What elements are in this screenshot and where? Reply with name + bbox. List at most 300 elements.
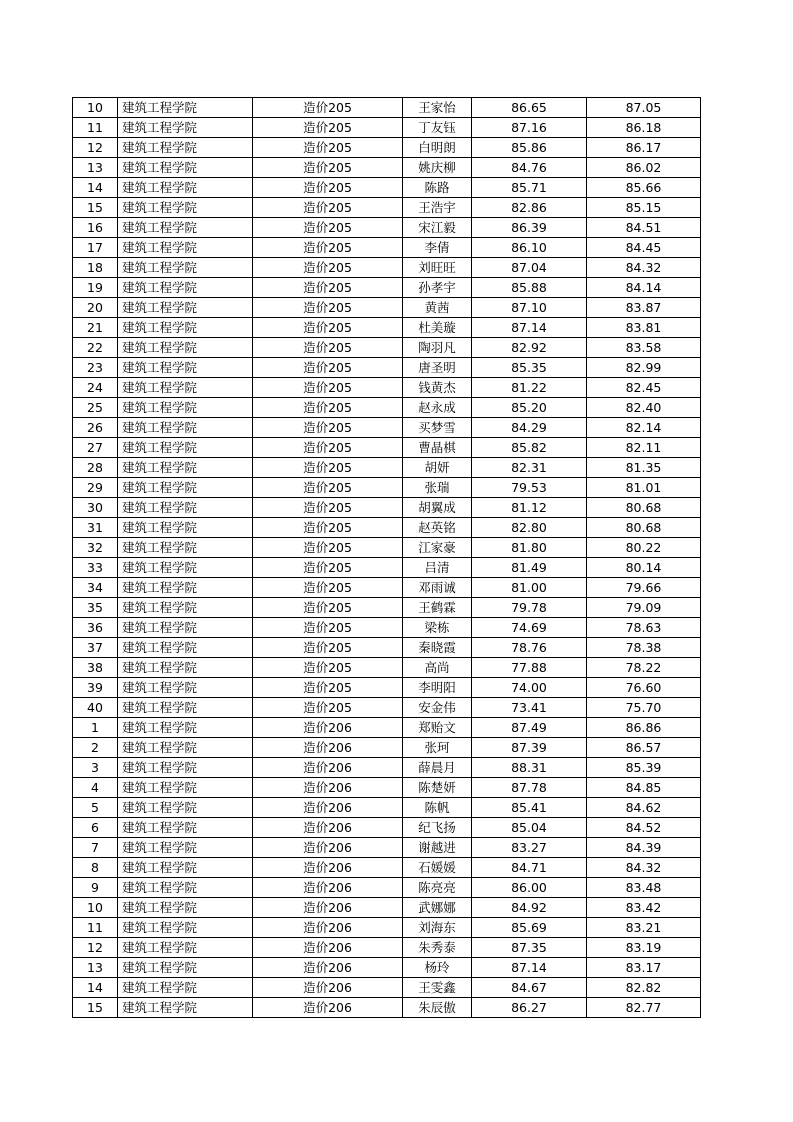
row-index-cell: 13: [73, 958, 118, 978]
class-cell: 造价205: [253, 158, 403, 178]
student-name-cell: 曹晶棋: [403, 438, 472, 458]
college-cell: 建筑工程学院: [118, 438, 253, 458]
table-row: [73, 198, 701, 218]
student-name-cell: 石媛媛: [403, 858, 472, 878]
table-row: [73, 538, 701, 558]
row-index-cell: 20: [73, 298, 118, 318]
row-index-cell: 1: [73, 718, 118, 738]
score-1-cell: 84.67: [472, 978, 587, 998]
score-2-cell: 83.48: [587, 878, 701, 898]
row-index-cell: 17: [73, 238, 118, 258]
table-row: [73, 318, 701, 338]
class-cell: 造价205: [253, 198, 403, 218]
student-name-cell: 王雯鑫: [403, 978, 472, 998]
row-index-cell: 16: [73, 218, 118, 238]
score-1-cell: 85.86: [472, 138, 587, 158]
class-cell: 造价205: [253, 318, 403, 338]
college-cell: 建筑工程学院: [118, 498, 253, 518]
score-1-cell: 87.04: [472, 258, 587, 278]
student-name-cell: 白明朗: [403, 138, 472, 158]
row-index-cell: 36: [73, 618, 118, 638]
table-row: [73, 458, 701, 478]
score-1-cell: 83.27: [472, 838, 587, 858]
college-cell: 建筑工程学院: [118, 638, 253, 658]
score-1-cell: 78.76: [472, 638, 587, 658]
college-cell: 建筑工程学院: [118, 678, 253, 698]
college-cell: 建筑工程学院: [118, 198, 253, 218]
college-cell: 建筑工程学院: [118, 978, 253, 998]
table-row: [73, 218, 701, 238]
row-index-cell: 35: [73, 598, 118, 618]
row-index-cell: 14: [73, 978, 118, 998]
college-cell: 建筑工程学院: [118, 858, 253, 878]
college-cell: 建筑工程学院: [118, 378, 253, 398]
row-index-cell: 13: [73, 158, 118, 178]
score-1-cell: 87.14: [472, 958, 587, 978]
row-index-cell: 26: [73, 418, 118, 438]
row-index-cell: 10: [73, 98, 118, 118]
student-name-cell: 王鹤霖: [403, 598, 472, 618]
score-2-cell: 84.14: [587, 278, 701, 298]
row-index-cell: 32: [73, 538, 118, 558]
table-row: [73, 758, 701, 778]
table-row: [73, 358, 701, 378]
college-cell: 建筑工程学院: [118, 738, 253, 758]
score-1-cell: 82.31: [472, 458, 587, 478]
college-cell: 建筑工程学院: [118, 618, 253, 638]
class-cell: 造价206: [253, 978, 403, 998]
class-cell: 造价206: [253, 798, 403, 818]
class-cell: 造价205: [253, 518, 403, 538]
class-cell: 造价205: [253, 578, 403, 598]
table-row: [73, 478, 701, 498]
college-cell: 建筑工程学院: [118, 338, 253, 358]
score-1-cell: 86.27: [472, 998, 587, 1018]
score-1-cell: 81.00: [472, 578, 587, 598]
college-cell: 建筑工程学院: [118, 458, 253, 478]
score-1-cell: 85.20: [472, 398, 587, 418]
college-cell: 建筑工程学院: [118, 558, 253, 578]
college-cell: 建筑工程学院: [118, 898, 253, 918]
class-cell: 造价205: [253, 338, 403, 358]
score-2-cell: 79.09: [587, 598, 701, 618]
college-cell: 建筑工程学院: [118, 998, 253, 1018]
table-row: [73, 898, 701, 918]
score-2-cell: 85.66: [587, 178, 701, 198]
college-cell: 建筑工程学院: [118, 938, 253, 958]
college-cell: 建筑工程学院: [118, 118, 253, 138]
student-name-cell: 陈亮亮: [403, 878, 472, 898]
row-index-cell: 33: [73, 558, 118, 578]
score-2-cell: 86.02: [587, 158, 701, 178]
college-cell: 建筑工程学院: [118, 778, 253, 798]
class-cell: 造价206: [253, 898, 403, 918]
score-1-cell: 87.39: [472, 738, 587, 758]
score-1-cell: 86.39: [472, 218, 587, 238]
college-cell: 建筑工程学院: [118, 138, 253, 158]
student-name-cell: 杜美璇: [403, 318, 472, 338]
score-1-cell: 82.92: [472, 338, 587, 358]
table-row: [73, 938, 701, 958]
student-name-cell: 宋江毅: [403, 218, 472, 238]
table-row: [73, 978, 701, 998]
score-1-cell: 87.78: [472, 778, 587, 798]
score-2-cell: 84.45: [587, 238, 701, 258]
class-cell: 造价206: [253, 738, 403, 758]
college-cell: 建筑工程学院: [118, 218, 253, 238]
college-cell: 建筑工程学院: [118, 518, 253, 538]
table-row: [73, 258, 701, 278]
score-2-cell: 84.62: [587, 798, 701, 818]
score-1-cell: 87.10: [472, 298, 587, 318]
score-1-cell: 79.53: [472, 478, 587, 498]
student-name-cell: 买梦雪: [403, 418, 472, 438]
row-index-cell: 6: [73, 818, 118, 838]
score-2-cell: 80.22: [587, 538, 701, 558]
score-2-cell: 86.86: [587, 718, 701, 738]
class-cell: 造价205: [253, 218, 403, 238]
college-cell: 建筑工程学院: [118, 718, 253, 738]
table-row: [73, 178, 701, 198]
score-1-cell: 88.31: [472, 758, 587, 778]
class-cell: 造价206: [253, 758, 403, 778]
row-index-cell: 21: [73, 318, 118, 338]
student-name-cell: 杨玲: [403, 958, 472, 978]
score-table-body: [73, 98, 701, 1018]
score-2-cell: 80.14: [587, 558, 701, 578]
college-cell: 建筑工程学院: [118, 578, 253, 598]
student-name-cell: 黄茜: [403, 298, 472, 318]
score-2-cell: 83.58: [587, 338, 701, 358]
score-2-cell: 83.81: [587, 318, 701, 338]
student-name-cell: 陈帆: [403, 798, 472, 818]
score-1-cell: 85.71: [472, 178, 587, 198]
score-1-cell: 82.80: [472, 518, 587, 538]
college-cell: 建筑工程学院: [118, 758, 253, 778]
row-index-cell: 11: [73, 118, 118, 138]
table-row: [73, 798, 701, 818]
college-cell: 建筑工程学院: [118, 298, 253, 318]
class-cell: 造价206: [253, 858, 403, 878]
college-cell: 建筑工程学院: [118, 418, 253, 438]
student-name-cell: 安金伟: [403, 698, 472, 718]
score-1-cell: 73.41: [472, 698, 587, 718]
score-1-cell: 82.86: [472, 198, 587, 218]
table-row: [73, 578, 701, 598]
score-1-cell: 85.04: [472, 818, 587, 838]
row-index-cell: 9: [73, 878, 118, 898]
college-cell: 建筑工程学院: [118, 538, 253, 558]
row-index-cell: 4: [73, 778, 118, 798]
student-name-cell: 李倩: [403, 238, 472, 258]
score-1-cell: 85.41: [472, 798, 587, 818]
student-name-cell: 武娜娜: [403, 898, 472, 918]
row-index-cell: 12: [73, 938, 118, 958]
score-2-cell: 84.39: [587, 838, 701, 858]
score-1-cell: 74.00: [472, 678, 587, 698]
table-row: [73, 118, 701, 138]
score-2-cell: 81.01: [587, 478, 701, 498]
college-cell: 建筑工程学院: [118, 658, 253, 678]
score-1-cell: 84.71: [472, 858, 587, 878]
student-name-cell: 张瑞: [403, 478, 472, 498]
table-row: [73, 738, 701, 758]
score-1-cell: 79.78: [472, 598, 587, 618]
score-2-cell: 83.19: [587, 938, 701, 958]
score-2-cell: 83.21: [587, 918, 701, 938]
score-1-cell: 81.80: [472, 538, 587, 558]
class-cell: 造价205: [253, 638, 403, 658]
student-name-cell: 张珂: [403, 738, 472, 758]
table-row: [73, 418, 701, 438]
score-2-cell: 82.99: [587, 358, 701, 378]
score-table: [72, 97, 701, 1018]
table-row: [73, 558, 701, 578]
row-index-cell: 10: [73, 898, 118, 918]
class-cell: 造价205: [253, 678, 403, 698]
table-row: [73, 398, 701, 418]
student-name-cell: 薛晨月: [403, 758, 472, 778]
table-row: [73, 438, 701, 458]
class-cell: 造价205: [253, 558, 403, 578]
table-row: [73, 698, 701, 718]
row-index-cell: 5: [73, 798, 118, 818]
class-cell: 造价206: [253, 878, 403, 898]
table-row: [73, 298, 701, 318]
class-cell: 造价205: [253, 258, 403, 278]
student-name-cell: 胡翼成: [403, 498, 472, 518]
student-name-cell: 孙孝宇: [403, 278, 472, 298]
score-1-cell: 74.69: [472, 618, 587, 638]
table-row: [73, 998, 701, 1018]
class-cell: 造价205: [253, 98, 403, 118]
class-cell: 造价206: [253, 718, 403, 738]
score-2-cell: 80.68: [587, 498, 701, 518]
table-row: [73, 638, 701, 658]
college-cell: 建筑工程学院: [118, 278, 253, 298]
score-1-cell: 87.49: [472, 718, 587, 738]
table-row: [73, 718, 701, 738]
score-1-cell: 77.88: [472, 658, 587, 678]
row-index-cell: 7: [73, 838, 118, 858]
class-cell: 造价205: [253, 298, 403, 318]
table-row: [73, 778, 701, 798]
college-cell: 建筑工程学院: [118, 838, 253, 858]
row-index-cell: 18: [73, 258, 118, 278]
row-index-cell: 8: [73, 858, 118, 878]
student-name-cell: 赵永成: [403, 398, 472, 418]
class-cell: 造价205: [253, 118, 403, 138]
score-1-cell: 85.88: [472, 278, 587, 298]
score-1-cell: 84.76: [472, 158, 587, 178]
score-2-cell: 84.32: [587, 858, 701, 878]
class-cell: 造价205: [253, 358, 403, 378]
table-row: [73, 678, 701, 698]
college-cell: 建筑工程学院: [118, 478, 253, 498]
student-name-cell: 唐圣明: [403, 358, 472, 378]
college-cell: 建筑工程学院: [118, 698, 253, 718]
row-index-cell: 40: [73, 698, 118, 718]
score-1-cell: 87.14: [472, 318, 587, 338]
score-2-cell: 85.39: [587, 758, 701, 778]
college-cell: 建筑工程学院: [118, 958, 253, 978]
row-index-cell: 39: [73, 678, 118, 698]
score-1-cell: 85.82: [472, 438, 587, 458]
score-2-cell: 84.52: [587, 818, 701, 838]
score-2-cell: 84.51: [587, 218, 701, 238]
table-row: [73, 518, 701, 538]
table-row: [73, 498, 701, 518]
student-name-cell: 吕清: [403, 558, 472, 578]
row-index-cell: 3: [73, 758, 118, 778]
row-index-cell: 30: [73, 498, 118, 518]
table-row: [73, 918, 701, 938]
student-name-cell: 朱秀泰: [403, 938, 472, 958]
score-1-cell: 81.22: [472, 378, 587, 398]
table-row: [73, 238, 701, 258]
class-cell: 造价206: [253, 838, 403, 858]
score-2-cell: 82.11: [587, 438, 701, 458]
score-2-cell: 82.40: [587, 398, 701, 418]
row-index-cell: 14: [73, 178, 118, 198]
row-index-cell: 12: [73, 138, 118, 158]
student-name-cell: 李明阳: [403, 678, 472, 698]
student-name-cell: 高尚: [403, 658, 472, 678]
score-2-cell: 86.17: [587, 138, 701, 158]
student-name-cell: 钱黄杰: [403, 378, 472, 398]
college-cell: 建筑工程学院: [118, 98, 253, 118]
college-cell: 建筑工程学院: [118, 238, 253, 258]
row-index-cell: 29: [73, 478, 118, 498]
score-2-cell: 82.82: [587, 978, 701, 998]
college-cell: 建筑工程学院: [118, 398, 253, 418]
college-cell: 建筑工程学院: [118, 258, 253, 278]
table-row: [73, 378, 701, 398]
class-cell: 造价206: [253, 958, 403, 978]
student-name-cell: 王家怡: [403, 98, 472, 118]
student-name-cell: 刘旺旺: [403, 258, 472, 278]
score-1-cell: 86.10: [472, 238, 587, 258]
score-2-cell: 80.68: [587, 518, 701, 538]
table-row: [73, 878, 701, 898]
score-2-cell: 82.45: [587, 378, 701, 398]
score-2-cell: 75.70: [587, 698, 701, 718]
college-cell: 建筑工程学院: [118, 598, 253, 618]
row-index-cell: 15: [73, 998, 118, 1018]
score-1-cell: 86.65: [472, 98, 587, 118]
class-cell: 造价206: [253, 778, 403, 798]
score-2-cell: 78.63: [587, 618, 701, 638]
class-cell: 造价205: [253, 418, 403, 438]
score-1-cell: 81.12: [472, 498, 587, 518]
student-name-cell: 秦晓霞: [403, 638, 472, 658]
row-index-cell: 15: [73, 198, 118, 218]
score-2-cell: 86.57: [587, 738, 701, 758]
class-cell: 造价206: [253, 918, 403, 938]
score-1-cell: 81.49: [472, 558, 587, 578]
table-row: [73, 138, 701, 158]
score-2-cell: 84.85: [587, 778, 701, 798]
college-cell: 建筑工程学院: [118, 358, 253, 378]
class-cell: 造价205: [253, 538, 403, 558]
college-cell: 建筑工程学院: [118, 158, 253, 178]
class-cell: 造价205: [253, 618, 403, 638]
student-name-cell: 王浩宇: [403, 198, 472, 218]
class-cell: 造价205: [253, 698, 403, 718]
table-row: [73, 338, 701, 358]
student-name-cell: 赵英铭: [403, 518, 472, 538]
table-row: [73, 618, 701, 638]
score-1-cell: 84.29: [472, 418, 587, 438]
class-cell: 造价205: [253, 138, 403, 158]
table-row: [73, 838, 701, 858]
score-1-cell: 86.00: [472, 878, 587, 898]
table-row: [73, 98, 701, 118]
row-index-cell: 34: [73, 578, 118, 598]
class-cell: 造价205: [253, 398, 403, 418]
student-name-cell: 丁友钰: [403, 118, 472, 138]
score-2-cell: 79.66: [587, 578, 701, 598]
row-index-cell: 24: [73, 378, 118, 398]
class-cell: 造价206: [253, 818, 403, 838]
row-index-cell: 2: [73, 738, 118, 758]
student-name-cell: 邓雨诚: [403, 578, 472, 598]
score-2-cell: 87.05: [587, 98, 701, 118]
row-index-cell: 37: [73, 638, 118, 658]
score-2-cell: 85.15: [587, 198, 701, 218]
score-2-cell: 86.18: [587, 118, 701, 138]
class-cell: 造价206: [253, 998, 403, 1018]
class-cell: 造价205: [253, 498, 403, 518]
row-index-cell: 11: [73, 918, 118, 938]
score-2-cell: 83.87: [587, 298, 701, 318]
score-2-cell: 81.35: [587, 458, 701, 478]
student-name-cell: 朱辰傲: [403, 998, 472, 1018]
score-2-cell: 76.60: [587, 678, 701, 698]
class-cell: 造价205: [253, 278, 403, 298]
score-1-cell: 85.69: [472, 918, 587, 938]
student-name-cell: 纪飞扬: [403, 818, 472, 838]
student-name-cell: 陈路: [403, 178, 472, 198]
class-cell: 造价205: [253, 438, 403, 458]
table-row: [73, 858, 701, 878]
score-2-cell: 84.32: [587, 258, 701, 278]
row-index-cell: 38: [73, 658, 118, 678]
score-1-cell: 84.92: [472, 898, 587, 918]
score-1-cell: 87.35: [472, 938, 587, 958]
class-cell: 造价205: [253, 658, 403, 678]
row-index-cell: 19: [73, 278, 118, 298]
score-1-cell: 85.35: [472, 358, 587, 378]
class-cell: 造价205: [253, 178, 403, 198]
college-cell: 建筑工程学院: [118, 818, 253, 838]
student-name-cell: 江家豪: [403, 538, 472, 558]
score-2-cell: 78.22: [587, 658, 701, 678]
class-cell: 造价205: [253, 478, 403, 498]
student-name-cell: 郑贻文: [403, 718, 472, 738]
table-row: [73, 278, 701, 298]
class-cell: 造价205: [253, 598, 403, 618]
row-index-cell: 28: [73, 458, 118, 478]
table-row: [73, 958, 701, 978]
student-name-cell: 梁栋: [403, 618, 472, 638]
score-2-cell: 82.14: [587, 418, 701, 438]
score-2-cell: 83.17: [587, 958, 701, 978]
college-cell: 建筑工程学院: [118, 918, 253, 938]
table-row: [73, 598, 701, 618]
score-2-cell: 82.77: [587, 998, 701, 1018]
row-index-cell: 31: [73, 518, 118, 538]
